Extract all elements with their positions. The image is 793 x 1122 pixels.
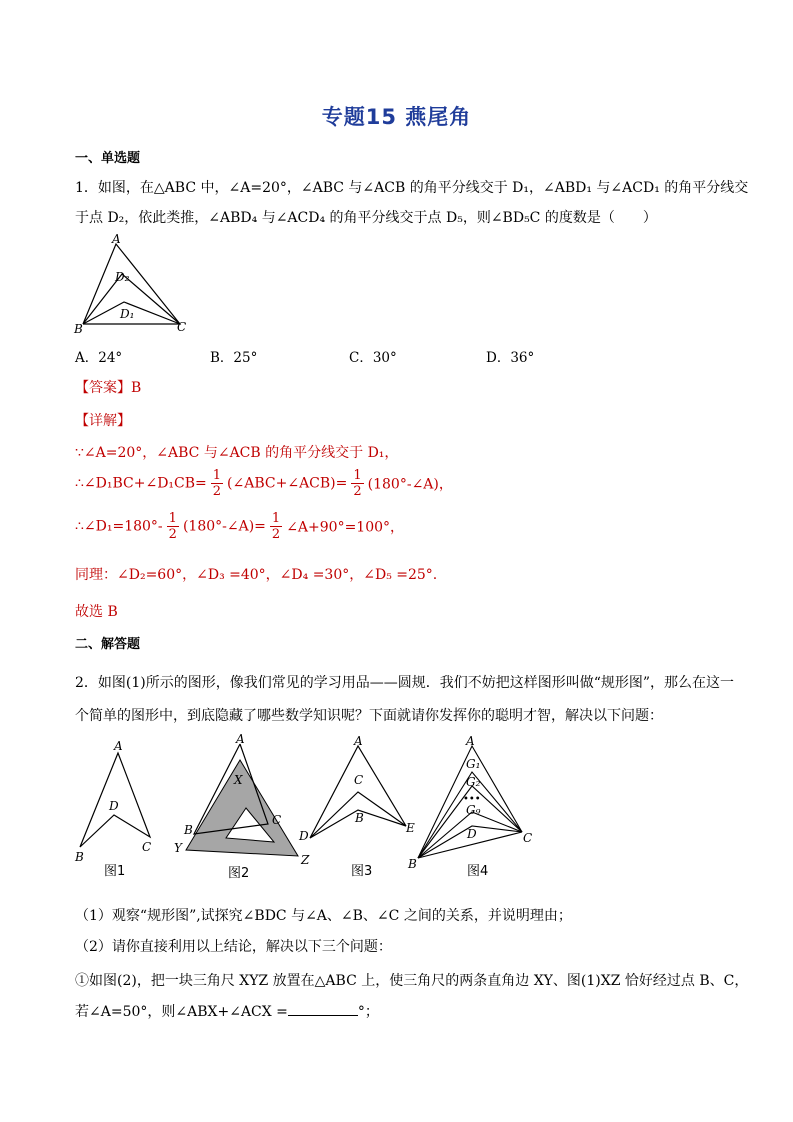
q1-solution-line4: 同理：∠D₂=60°，∠D₃ =40°，∠D₄ =30°，∠D₅ =25°. bbox=[75, 567, 438, 583]
fraction-half: $\frac{1}{2}$ bbox=[168, 511, 177, 542]
q1-solution-line5: 故选 B bbox=[75, 604, 118, 620]
q1-text-line2: 于点 D₂，依此类推，∠ABD₄ 与∠ACD₄ 的角平分线交于点 D₅，则∠BD₅C 的度数是（ ） bbox=[75, 210, 657, 226]
q2-part2-item1-line1: ①如图(2)，把一块三角尺 XYZ 放置在△ABC 上，使三角尺的两条直角边 XY、图(1)XZ 恰好经过点 B、C， bbox=[75, 973, 749, 989]
q1-label-b: B bbox=[74, 322, 83, 336]
fig2-label-z: Z bbox=[301, 853, 310, 867]
fig4-label-g2: G₂ bbox=[466, 775, 481, 789]
q2-figure-4 bbox=[400, 732, 540, 872]
q1-option-c: C．30° bbox=[349, 350, 397, 366]
q1-label-c: C bbox=[177, 320, 187, 334]
q1-triangle-figure bbox=[68, 232, 193, 337]
fig3-label-d: D bbox=[299, 829, 309, 843]
fig4-label-dots: ••• bbox=[463, 794, 481, 805]
fraction-half: $\frac{1}{2}$ bbox=[271, 511, 281, 542]
q1-option-a: A．24° bbox=[75, 350, 123, 366]
section-heading-single-choice: 一、单选题 bbox=[75, 151, 141, 166]
q2-text-line1: 2．如图(1)所示的图形，像我们常见的学习用品——圆规．我们不妨把这样图形叫做“规形图”，那么在这一 bbox=[75, 675, 735, 691]
section-heading-answer: 二、解答题 bbox=[75, 637, 141, 652]
q2-part2-item1-line2: 若∠A=50°，则∠ABX+∠ACX = °； bbox=[75, 1004, 379, 1020]
q1-answer: 【答案】B bbox=[75, 380, 142, 396]
q1-label-d1: D₁ bbox=[120, 307, 135, 321]
q1-label-d2: D₂ bbox=[115, 270, 130, 284]
fig2-label-x: X bbox=[234, 773, 243, 787]
fig4-label-g9: G₉ bbox=[466, 803, 481, 817]
caption-figure-1: 图1 bbox=[104, 864, 126, 879]
fig2-label-a: A bbox=[236, 732, 245, 746]
q2-part1: （1）观察“规形图”,试探究∠BDC 与∠A、∠B、∠C 之间的关系，并说明理由； bbox=[75, 908, 572, 924]
fig2-label-c: C bbox=[272, 813, 282, 827]
fig4-label-b: B bbox=[408, 857, 417, 871]
fraction-half: $\frac{1}{2}$ bbox=[212, 468, 222, 499]
q1-option-d: D．36° bbox=[486, 350, 535, 366]
fig3-label-c: C bbox=[354, 773, 364, 787]
fig3-label-a: A bbox=[354, 734, 363, 748]
fig2-label-y: Y bbox=[174, 841, 182, 855]
q1-text-line1: 1．如图，在△ABC 中，∠A=20°，∠ABC 与∠ACB 的角平分线交于 D₁，∠ABD₁ 与∠ACD₁ 的角平分线交 bbox=[75, 180, 749, 196]
q1-solution-line2: ∴∠D₁BC+∠D₁CB= $\frac{1}{2}$ (∠ABC+∠ACB)= $\frac{1}{2}$ (180°-∠A)， bbox=[75, 468, 453, 499]
fig1-label-c: C bbox=[142, 840, 152, 854]
fig1-label-a: A bbox=[114, 739, 123, 753]
fraction-half: $\frac{1}{2}$ bbox=[353, 468, 362, 499]
caption-figure-3: 图3 bbox=[351, 864, 373, 879]
q1-detail-label: 【详解】 bbox=[75, 413, 131, 429]
q2-text-line2: 个简单的图形中，到底隐藏了哪些数学知识呢？下面就请你发挥你的聪明才智，解决以下问题： bbox=[75, 708, 663, 724]
fig1-label-d: D bbox=[109, 799, 119, 813]
page-title: 专题15 燕尾角 bbox=[321, 105, 472, 129]
caption-figure-2: 图2 bbox=[228, 866, 250, 881]
fig3-label-e: E bbox=[406, 821, 415, 835]
fig4-label-g1: G₁ bbox=[466, 757, 481, 771]
fig4-label-d: D bbox=[467, 827, 477, 841]
fig4-label-a: A bbox=[466, 734, 475, 748]
q2-figure-1 bbox=[70, 735, 160, 865]
q2-part2: （2）请你直接利用以上结论，解决以下三个问题： bbox=[75, 939, 392, 955]
q1-solution-line1: ∵∠A=20°，∠ABC 与∠ACB 的角平分线交于 D₁， bbox=[75, 445, 399, 461]
caption-figure-4: 图4 bbox=[467, 864, 489, 879]
answer-blank[interactable] bbox=[288, 1003, 358, 1016]
fig3-label-b: B bbox=[355, 811, 364, 825]
q1-option-b: B．25° bbox=[210, 350, 258, 366]
fig2-label-b: B bbox=[184, 823, 193, 837]
q1-solution-line3: ∴∠D₁=180°- $\frac{1}{2}$ (180°-∠A)= $\frac{1}{2}$ ∠A+90°=100°， bbox=[75, 511, 405, 542]
fig4-label-c: C bbox=[523, 831, 533, 845]
q1-label-a: A bbox=[112, 232, 121, 246]
fig1-label-b: B bbox=[75, 850, 84, 864]
